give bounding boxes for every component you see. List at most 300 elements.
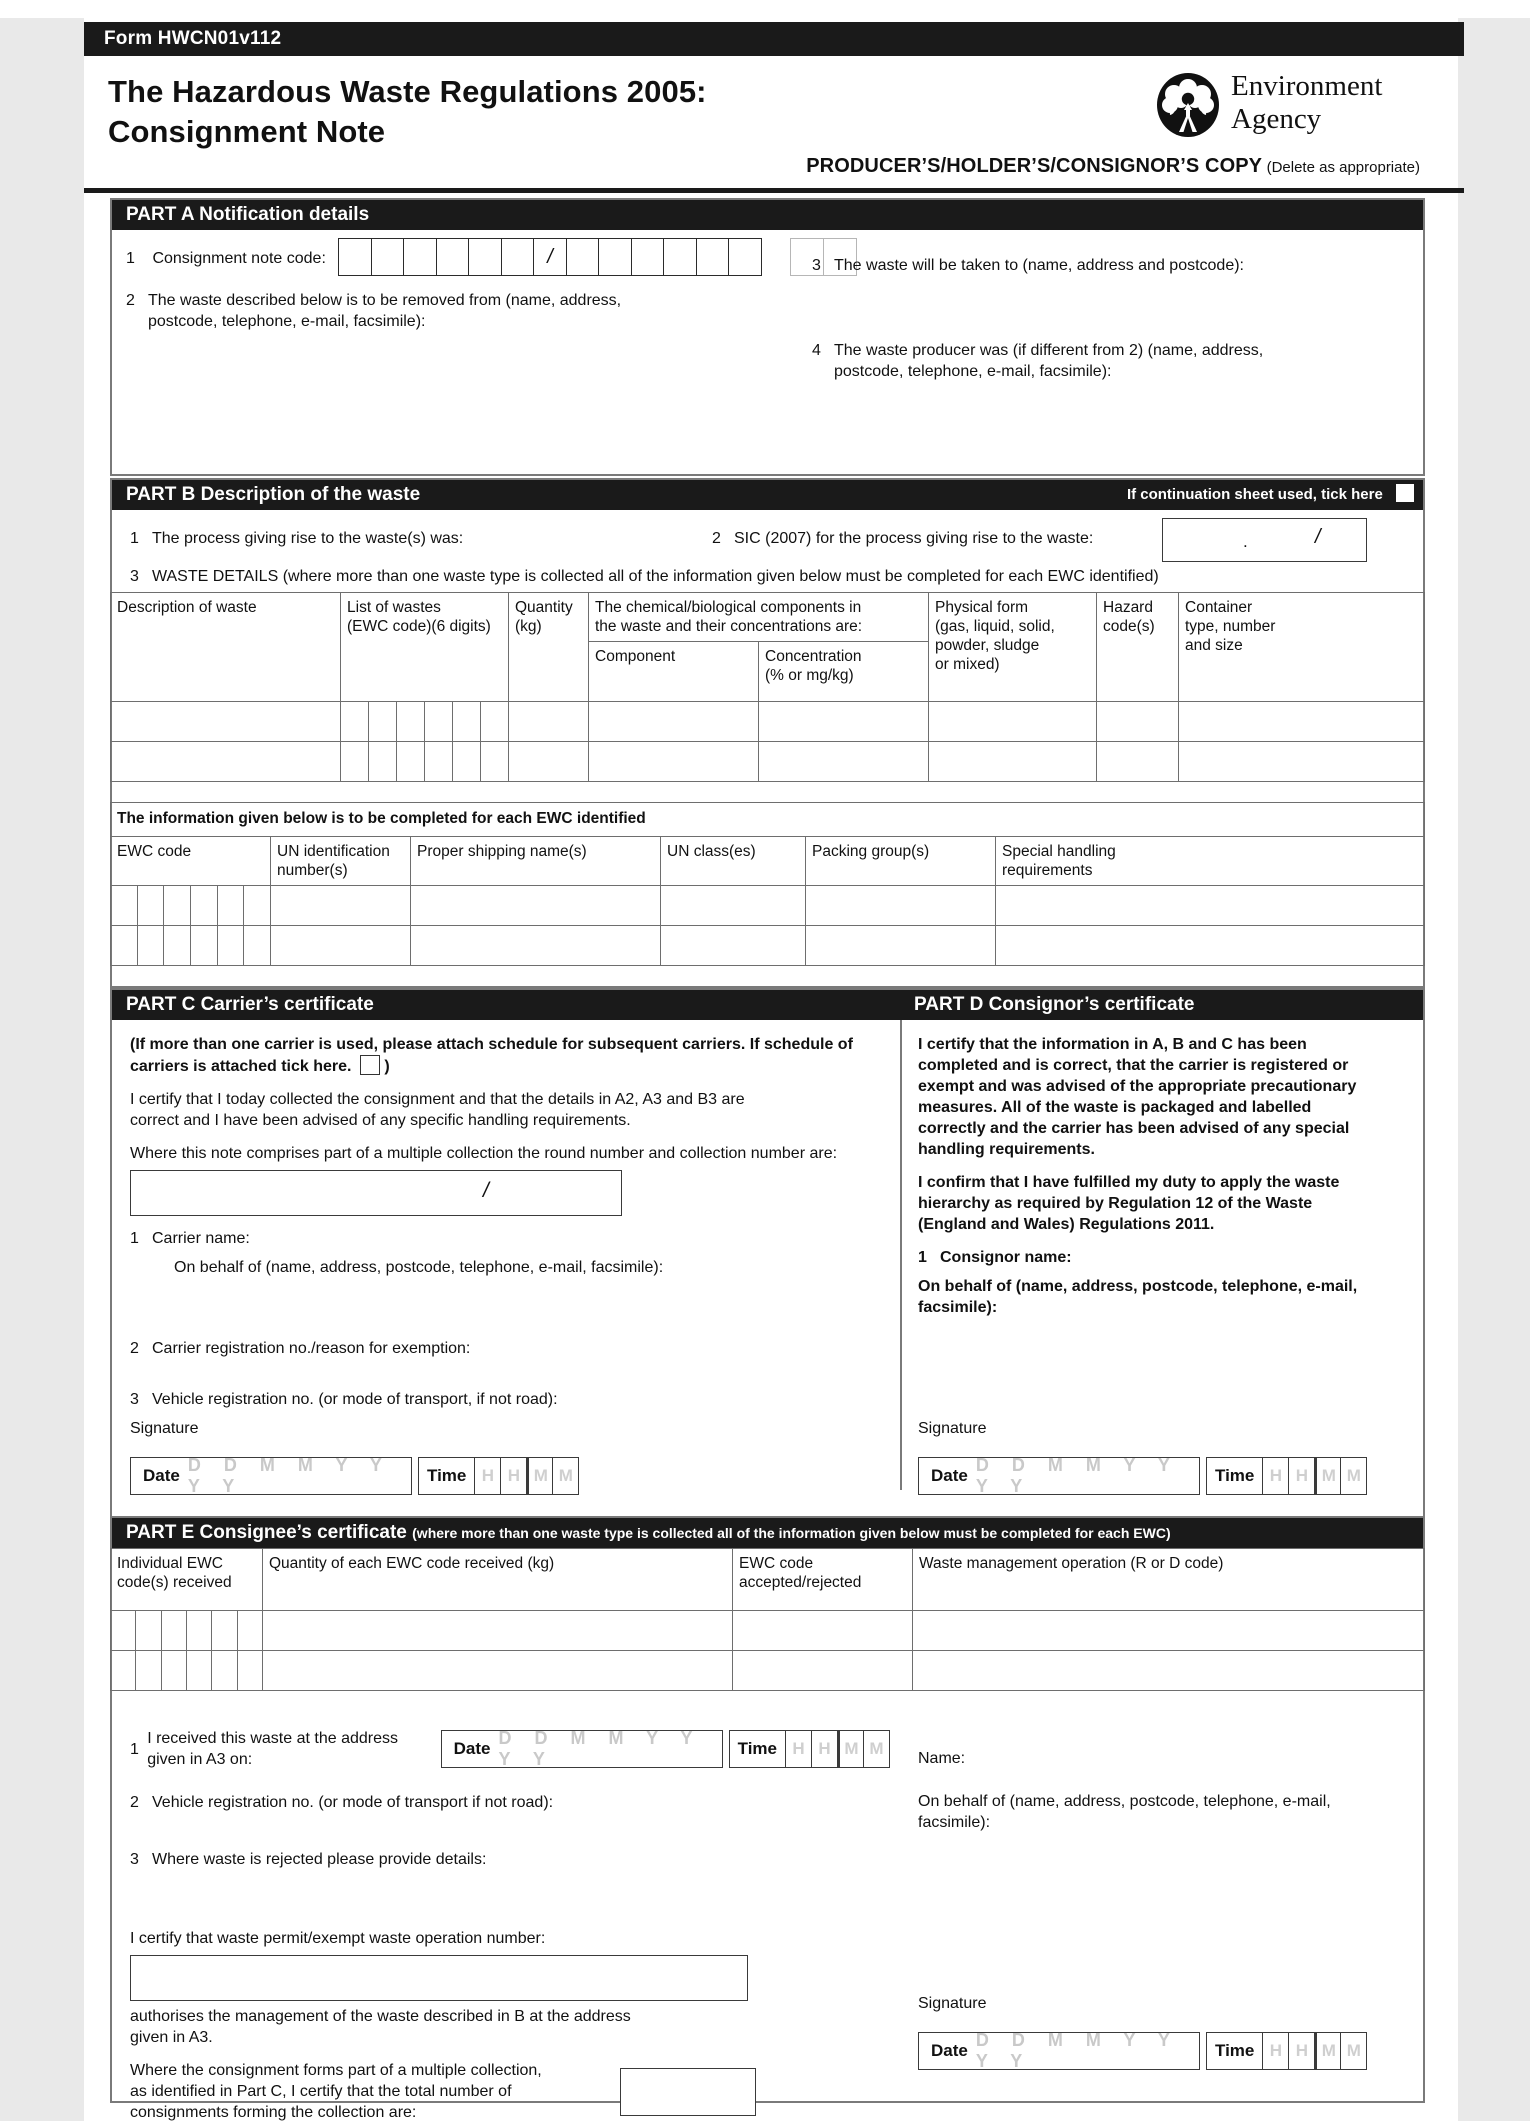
part-c-q2: [130, 1338, 890, 1359]
part-c-multiple-line: Where this note comprises part of a multiple collection the round number and collection number are:: [130, 1145, 838, 1162]
col-un-id-l1: UN identification: [277, 843, 390, 860]
part-d-certify-l6: handling requirements.: [918, 1141, 1095, 1158]
part-c-title: PART C Carrier’s certificate: [126, 994, 374, 1015]
cell-physical-form[interactable]: [929, 702, 1097, 742]
waste-details-table: [110, 592, 1425, 782]
cell-ewc-digit[interactable]: [111, 926, 138, 966]
cell-ewc-digit[interactable]: [111, 1651, 136, 1691]
col-ewc-code-l2: (EWC code)(6 digits): [347, 618, 491, 635]
cell-physical-form[interactable]: [929, 742, 1097, 782]
part-d-certify-l1: I certify that the information in A, B and C has been: [918, 1036, 1307, 1053]
cell-concentration[interactable]: [759, 702, 929, 742]
col-chemical-components: [589, 593, 929, 642]
part-d-confirm-l1: I confirm that I have fulfilled my duty to apply the waste: [918, 1174, 1340, 1191]
part-e-title: PART E Consignee’s certificate: [126, 1522, 407, 1543]
part-a-q2-number: 2: [126, 292, 135, 309]
cell-ewc-digit[interactable]: [397, 742, 425, 782]
part-b-q1-label: The process giving rise to the waste(s) was:: [152, 530, 464, 547]
col-container-l2: type, number: [1185, 618, 1276, 635]
schedule-attached-checkbox[interactable]: [360, 1055, 380, 1075]
part-c-certify-l1: I certify that I today collected the consignment and that the details in A2, A3 and B3 are: [130, 1091, 745, 1108]
part-e-on-behalf-l1: On behalf of (name, address, postcode, telephone, e-mail,: [918, 1793, 1331, 1810]
cell-shipping-name[interactable]: [411, 926, 661, 966]
part-a-q4-number: 4: [812, 342, 821, 359]
part-e-time-label: Time: [1215, 2041, 1255, 2060]
code-cell[interactable]: [436, 238, 470, 276]
col-hazard-code: [1097, 593, 1179, 702]
part-d-certify-l5: correctly and the carrier has been advised of any special: [918, 1120, 1350, 1137]
table-row[interactable]: [111, 742, 1425, 782]
continuation-label: If continuation sheet used, tick here: [1126, 486, 1383, 503]
code-cell[interactable]: [696, 238, 730, 276]
ewc-note: [111, 803, 1425, 837]
cell-ewc-digit[interactable]: [137, 886, 164, 926]
cell-ewc-digit[interactable]: [244, 926, 271, 966]
logo-line-1: Environment: [1231, 70, 1383, 102]
cell-quantity-received[interactable]: [263, 1611, 733, 1651]
part-a-q1: [126, 248, 326, 269]
part-e-date-label: Date: [931, 2041, 968, 2060]
col-physical-l2: (gas, liquid, solid,: [935, 618, 1055, 635]
part-c-signature-label: Signature: [130, 1420, 199, 1437]
part-d-q1-sub-l2: facsimile):: [918, 1299, 998, 1316]
col-component: Component: [589, 642, 759, 702]
part-e-q2-label: Vehicle registration no. (or mode of transport if not road):: [152, 1794, 554, 1811]
part-c-schedule-l2-text: carriers is attached tick here.: [130, 1058, 352, 1075]
col-container-l1: Container: [1185, 599, 1253, 616]
part-e-multiple-block: [130, 2060, 890, 2123]
cell-ewc-digit[interactable]: [186, 1651, 211, 1691]
cell-ewc-digit[interactable]: [217, 886, 244, 926]
part-e-q1-label: I received this waste at the address given in A3 on:: [147, 1730, 398, 1768]
part-e-q2-field[interactable]: [130, 1813, 890, 1833]
part-c-q1-field[interactable]: [130, 1278, 890, 1334]
cell-ewc-digit[interactable]: [164, 926, 191, 966]
cell-ewc-digit[interactable]: [111, 886, 138, 926]
copy-label: PRODUCER’S/HOLDER’S/CONSIGNOR’S COPY: [806, 155, 1263, 177]
cell-un-class[interactable]: [661, 926, 806, 966]
time-cell[interactable]: H: [1288, 1458, 1314, 1494]
col-special-l1: Special handling: [1002, 843, 1116, 860]
col-concentration: [759, 642, 929, 702]
part-d-time-label: Time: [1215, 1466, 1255, 1485]
cell-quantity[interactable]: [509, 702, 589, 742]
continuation-tick-checkbox[interactable]: [1395, 483, 1415, 503]
part-d-signature-block: [918, 1418, 1367, 1495]
part-a-q3-number: 3: [812, 257, 821, 274]
part-c-q2-number: 2: [130, 1340, 139, 1357]
part-b-header: [112, 480, 1423, 510]
part-e-time-input[interactable]: [1206, 2032, 1367, 2070]
cell-ewc-digit[interactable]: [161, 1611, 186, 1651]
part-d-datetime: [918, 1457, 1367, 1495]
code-cell[interactable]: [728, 238, 762, 276]
col-special-l2: requirements: [1002, 862, 1093, 879]
environment-agency-tree-logo-icon: [1155, 72, 1221, 138]
part-a-section: [110, 198, 1425, 476]
col-shipping-name: Proper shipping name(s): [411, 837, 661, 886]
part-a-q2-label-l2: postcode, telephone, e-mail, facsimile):: [148, 313, 426, 330]
part-a-q1-label: Consignment note code:: [152, 250, 326, 267]
cell-ewc-digit[interactable]: [341, 702, 369, 742]
col-un-id-l2: number(s): [277, 862, 348, 879]
cell-packing-group[interactable]: [806, 886, 996, 926]
page-title: [108, 72, 828, 152]
part-d-time-input[interactable]: [1206, 1457, 1367, 1495]
cell-ewc-digit[interactable]: [164, 886, 191, 926]
time-cell[interactable]: M: [1314, 2033, 1340, 2069]
part-d-certify-l2: completed and is correct, that the carrier is registered or: [918, 1057, 1349, 1074]
cell-ewc-digit[interactable]: [136, 1611, 161, 1651]
part-b-q1: [130, 528, 463, 549]
time-cell[interactable]: M: [863, 1731, 889, 1767]
cell-ewc-digit[interactable]: [237, 1611, 262, 1651]
part-e-q2: [130, 1792, 890, 1813]
cell-special-handling[interactable]: [996, 886, 1425, 926]
part-c-date-input[interactable]: [130, 1457, 412, 1495]
time-cell[interactable]: H: [1262, 1458, 1288, 1494]
part-e-received-date-label: Date: [453, 1739, 491, 1758]
code-slash: /: [533, 238, 567, 276]
time-cell[interactable]: M: [837, 1731, 863, 1767]
cell-description[interactable]: [111, 742, 341, 782]
round-collection-number-input[interactable]: [130, 1170, 622, 1216]
code-cell[interactable]: [598, 238, 632, 276]
page-margin-left: [0, 0, 84, 2121]
cell-ewc-digit[interactable]: [186, 1611, 211, 1651]
cell-container[interactable]: [1179, 742, 1425, 782]
part-a-q4-label-l2: postcode, telephone, e-mail, facsimile):: [834, 363, 1112, 380]
time-cell[interactable]: H: [1262, 2033, 1288, 2069]
time-cell[interactable]: H: [811, 1731, 837, 1767]
cell-un-class[interactable]: [661, 886, 806, 926]
part-a-q3-field[interactable]: [812, 280, 1412, 340]
part-d-q1-sub-l1: On behalf of (name, address, postcode, telephone, e-mail,: [918, 1278, 1358, 1295]
col-special-handling: [996, 837, 1425, 886]
code-cell[interactable]: [468, 238, 502, 276]
col-hazard-l2: code(s): [1103, 618, 1155, 635]
cell-ewc-digit[interactable]: [136, 1651, 161, 1691]
total-consignments-input[interactable]: [620, 2068, 756, 2116]
time-cell[interactable]: H: [1288, 2033, 1314, 2069]
time-cell[interactable]: M: [1340, 1458, 1366, 1494]
time-cell[interactable]: H: [785, 1731, 811, 1767]
table-row[interactable]: [111, 886, 1425, 926]
cell-ewc-digit[interactable]: [369, 742, 397, 782]
part-e-name-field[interactable]: [918, 1769, 1410, 1791]
part-e-signature-label: Signature: [918, 1995, 987, 2012]
cell-description[interactable]: [111, 702, 341, 742]
cell-ewc-digit[interactable]: [425, 702, 453, 742]
cell-ewc-digit[interactable]: [369, 702, 397, 742]
part-a-q1-number: 1: [126, 250, 135, 267]
part-e-q1-number: 1: [130, 1740, 139, 1758]
col-quantity-l2: (kg): [515, 618, 542, 635]
part-d-signature-label: Signature: [918, 1420, 987, 1437]
part-c-certify-l2: correct and I have been advised of any specific handling requirements.: [130, 1112, 631, 1129]
page-margin-right: [1458, 0, 1530, 2121]
part-c-schedule-l1: (If more than one carrier is used, please attach schedule for subsequent carriers. If schedule of: [130, 1036, 853, 1053]
part-c-schedule-paren: ): [384, 1058, 390, 1075]
col-concentration-l1: Concentration: [765, 648, 862, 665]
page-margin-top: [0, 0, 1530, 18]
cell-ewc-digit[interactable]: [111, 1611, 136, 1651]
part-c-q2-field[interactable]: [130, 1359, 890, 1381]
col-concentration-l2: (% or mg/kg): [765, 667, 854, 684]
cell-ewc-digit[interactable]: [237, 1651, 262, 1691]
time-cell[interactable]: M: [552, 1458, 578, 1494]
cell-quantity[interactable]: [509, 742, 589, 782]
part-e-lower-right: [918, 1748, 1410, 2070]
part-b-q2-label: SIC (2007) for the process giving rise to the waste:: [734, 530, 1094, 547]
col-individual-ewc: [111, 1549, 263, 1611]
part-c-q3-number: 3: [130, 1391, 139, 1408]
ewc-note-row: [111, 803, 1425, 837]
code-cell[interactable]: [501, 238, 535, 276]
part-c-q2-label: Carrier registration no./reason for exemption:: [152, 1340, 471, 1357]
cell-ewc-digit[interactable]: [341, 742, 369, 782]
sic-dot: .: [1243, 532, 1248, 551]
logo-line-2: Agency: [1231, 103, 1322, 135]
part-e-received-time-input[interactable]: [729, 1730, 890, 1768]
code-cell[interactable]: [566, 238, 600, 276]
ewc-detail-block: [110, 802, 1425, 966]
part-d-title: PART D Consignor’s certificate: [914, 994, 1195, 1015]
code-cell[interactable]: [631, 238, 665, 276]
part-d-q1-field[interactable]: [918, 1318, 1410, 1398]
cell-ewc-digit[interactable]: [161, 1651, 186, 1691]
col-container-l3: and size: [1185, 637, 1243, 654]
part-e-lower-left: [130, 1728, 890, 2123]
part-c-q1-sub: On behalf of (name, address, postcode, telephone, e-mail, facsimile):: [174, 1259, 664, 1276]
part-e-authorises-l2: given in A3.: [130, 2029, 213, 2046]
cell-special-handling[interactable]: [996, 926, 1425, 966]
part-b-continuation: [1127, 480, 1415, 510]
ewc-header-row: [111, 837, 1425, 886]
code-cell[interactable]: [403, 238, 437, 276]
col-management-operation: Waste management operation (R or D code): [913, 1549, 1425, 1611]
col-quantity-l1: Quantity: [515, 599, 573, 616]
part-a-title: PART A Notification details: [126, 204, 370, 225]
table-row[interactable]: [111, 926, 1425, 966]
col-hazard-l1: Hazard: [1103, 599, 1153, 616]
part-e-q2-number: 2: [130, 1794, 139, 1811]
cell-ewc-digit[interactable]: [397, 702, 425, 742]
part-d-q1-label: Consignor name:: [940, 1249, 1072, 1266]
part-c-datetime: [130, 1457, 579, 1495]
col-quantity-received: Quantity of each EWC code received (kg): [263, 1549, 733, 1611]
time-cell[interactable]: M: [1314, 1458, 1340, 1494]
part-c-q1-number: 1: [130, 1230, 139, 1247]
part-c-body: [130, 1034, 890, 1436]
table-header-row: [111, 1549, 1425, 1611]
col-packing-group: Packing group(s): [806, 837, 996, 886]
col-physical-l1: Physical form: [935, 599, 1029, 616]
part-a-q2: [126, 290, 686, 332]
part-d-q1: [918, 1247, 1410, 1268]
sic-slash: /: [1315, 526, 1321, 548]
part-e-q1: [130, 1728, 890, 1770]
table-row[interactable]: [111, 1651, 1425, 1691]
cell-ewc-digit[interactable]: [244, 886, 271, 926]
form-code-label: Form HWCN01v112: [104, 28, 282, 49]
table-header-row: [111, 593, 1425, 642]
col-ewc-code: [341, 593, 509, 702]
cell-ewc-digit[interactable]: [190, 926, 217, 966]
time-cell[interactable]: H: [474, 1458, 500, 1494]
part-d-date-input[interactable]: [918, 1457, 1200, 1495]
cell-ewc-digit[interactable]: [212, 1651, 237, 1691]
col-chemical-l1: The chemical/biological components in: [595, 599, 862, 616]
col-individual-l1: Individual EWC: [117, 1555, 223, 1572]
part-e-received-date-input[interactable]: [441, 1730, 723, 1768]
part-e-multiple-l3: consignments forming the collection are:: [130, 2104, 417, 2121]
part-e-on-behalf-l2: facsimile):: [918, 1814, 991, 1831]
cell-ewc-digit[interactable]: [212, 1611, 237, 1651]
code-cell[interactable]: [338, 238, 372, 276]
cell-packing-group[interactable]: [806, 926, 996, 966]
part-e-multiple-l1: Where the consignment forms part of a multiple collection,: [130, 2062, 542, 2079]
title-line-1: The Hazardous Waste Regulations 2005:: [108, 74, 707, 109]
time-cell[interactable]: M: [526, 1458, 552, 1494]
part-c-q1: [130, 1228, 890, 1249]
part-b-q3: [130, 566, 1400, 587]
cell-concentration[interactable]: [759, 742, 929, 782]
col-physical-form: [929, 593, 1097, 702]
cell-quantity-received[interactable]: [263, 1651, 733, 1691]
cell-accepted-rejected[interactable]: [733, 1651, 913, 1691]
part-b-q3-number: 3: [130, 568, 139, 585]
part-cd-section: [110, 988, 1425, 1522]
part-c-q1-label: Carrier name:: [152, 1230, 250, 1247]
cell-ewc-digit[interactable]: [453, 702, 481, 742]
sic-code-input[interactable]: [1162, 518, 1367, 562]
col-ewc-code-l1: List of wastes: [347, 599, 441, 616]
part-b-q1-number: 1: [130, 530, 139, 547]
ewc-note-label: The information given below is to be completed for each EWC identified: [117, 810, 646, 827]
part-e-received-date-placeholder: D D M M Y Y Y Y: [498, 1728, 702, 1769]
part-b-q3-label: WASTE DETAILS (where more than one waste type is collected all of the information given below must be completed for each EWC identified): [152, 568, 1159, 585]
part-a-q4-field[interactable]: [812, 386, 1412, 454]
time-cell[interactable]: H: [500, 1458, 526, 1494]
part-c-time-label: Time: [427, 1466, 467, 1485]
table-row[interactable]: [111, 702, 1425, 742]
cell-component[interactable]: [589, 702, 759, 742]
cell-ewc-digit[interactable]: [217, 926, 244, 966]
cell-ewc-digit[interactable]: [425, 742, 453, 782]
logo-text: [1231, 70, 1382, 136]
cell-ewc-digit[interactable]: [481, 742, 509, 782]
part-e-name-label: Name:: [918, 1750, 966, 1767]
part-d-certify-l3: exempt and was advised of the appropriate precautionary: [918, 1078, 1357, 1095]
cell-un-id[interactable]: [271, 926, 411, 966]
part-a-q3-label: The waste will be taken to (name, address and postcode):: [834, 257, 1244, 274]
cell-component[interactable]: [589, 742, 759, 782]
permit-number-input[interactable]: [130, 1955, 748, 2001]
copy-note: (Delete as appropriate): [1266, 159, 1420, 176]
cell-un-id[interactable]: [271, 886, 411, 926]
part-c-time-input[interactable]: [418, 1457, 579, 1495]
cell-hazard-code[interactable]: [1097, 742, 1179, 782]
code-cell[interactable]: [371, 238, 405, 276]
part-c-q3-label: Vehicle registration no. (or mode of transport, if not road):: [152, 1391, 558, 1408]
part-c-header: [112, 990, 900, 1020]
cell-container[interactable]: [1179, 702, 1425, 742]
part-e-q3-label: Where waste is rejected please provide details:: [152, 1851, 487, 1868]
cell-shipping-name[interactable]: [411, 886, 661, 926]
header-rule: [84, 188, 1464, 193]
part-cd-divider: [900, 1020, 902, 1490]
environment-agency-logo: [1155, 72, 1425, 140]
part-c-date-label: Date: [143, 1466, 180, 1485]
cell-ewc-digit[interactable]: [481, 702, 509, 742]
col-container: [1179, 593, 1425, 702]
part-d-confirm-l2: hierarchy as required by Regulation 12 of the Waste: [918, 1195, 1313, 1212]
form-code-bar: [84, 22, 1464, 56]
part-d-header: [900, 990, 1423, 1020]
col-un-id: [271, 837, 411, 886]
cell-ewc-digit[interactable]: [137, 926, 164, 966]
col-description-of-waste: Description of waste: [111, 593, 341, 702]
cell-management-operation[interactable]: [913, 1651, 1425, 1691]
part-e-section: [110, 1516, 1425, 2121]
table-row[interactable]: [111, 1611, 1425, 1651]
col-quantity: [509, 593, 589, 702]
cell-ewc-digit[interactable]: [190, 886, 217, 926]
part-e-received-datetime: [441, 1730, 890, 1768]
part-b-q2: [712, 528, 1093, 549]
part-e-datetime: [918, 2032, 1367, 2070]
consignee-table: [110, 1548, 1425, 1691]
part-e-on-behalf-field[interactable]: [918, 1833, 1410, 1993]
col-individual-l2: code(s) received: [117, 1574, 232, 1591]
code-cell[interactable]: [663, 238, 697, 276]
consignment-note-code-input[interactable]: [338, 238, 762, 276]
part-cd-headers: [112, 990, 1423, 1020]
part-a-q4: [812, 340, 1412, 382]
part-d-confirm-l3: (England and Wales) Regulations 2011.: [918, 1216, 1215, 1233]
part-e-q3-number: 3: [130, 1851, 139, 1868]
part-a-q2-field[interactable]: [126, 334, 686, 454]
col-physical-l4: or mixed): [935, 656, 1000, 673]
part-b-section: [110, 478, 1425, 988]
col-physical-l3: powder, sludge: [935, 637, 1040, 654]
cell-accepted-rejected[interactable]: [733, 1611, 913, 1651]
part-a-q4-label-l1: The waste producer was (if different from 2) (name, address,: [834, 342, 1264, 359]
part-d-certify-l4: measures. All of the waste is packaged and labelled: [918, 1099, 1312, 1116]
part-c-signature-block: [130, 1418, 579, 1495]
part-b-q2-number: 2: [712, 530, 721, 547]
part-e-date-input[interactable]: [918, 2032, 1200, 2070]
part-a-header: [112, 200, 1423, 230]
cell-hazard-code[interactable]: [1097, 702, 1179, 742]
part-d-date-placeholder: D D M M Y Y Y Y: [975, 1455, 1179, 1496]
part-e-note: (where more than one waste type is collected all of the information given below must be completed for each EWC): [412, 1525, 1171, 1541]
col-accepted-l1: EWC code: [739, 1555, 814, 1572]
part-e-multiple-l2: as identified in Part C, I certify that the total number of: [130, 2083, 512, 2100]
part-e-date-placeholder: D D M M Y Y Y Y: [975, 2030, 1179, 2071]
part-c-date-placeholder: D D M M Y Y Y Y: [187, 1455, 391, 1496]
part-d-body: [918, 1034, 1410, 1398]
part-e-received-time-label: Time: [737, 1739, 777, 1758]
time-cell[interactable]: M: [1340, 2033, 1366, 2069]
cell-ewc-digit[interactable]: [453, 742, 481, 782]
part-a-q2-label-l1: The waste described below is to be removed from (name, address,: [148, 292, 622, 309]
col-accepted-rejected: [733, 1549, 913, 1611]
col-ewc-code-2: EWC code: [111, 837, 271, 886]
cell-management-operation[interactable]: [913, 1611, 1425, 1651]
part-e-q3-field[interactable]: [130, 1870, 890, 1924]
